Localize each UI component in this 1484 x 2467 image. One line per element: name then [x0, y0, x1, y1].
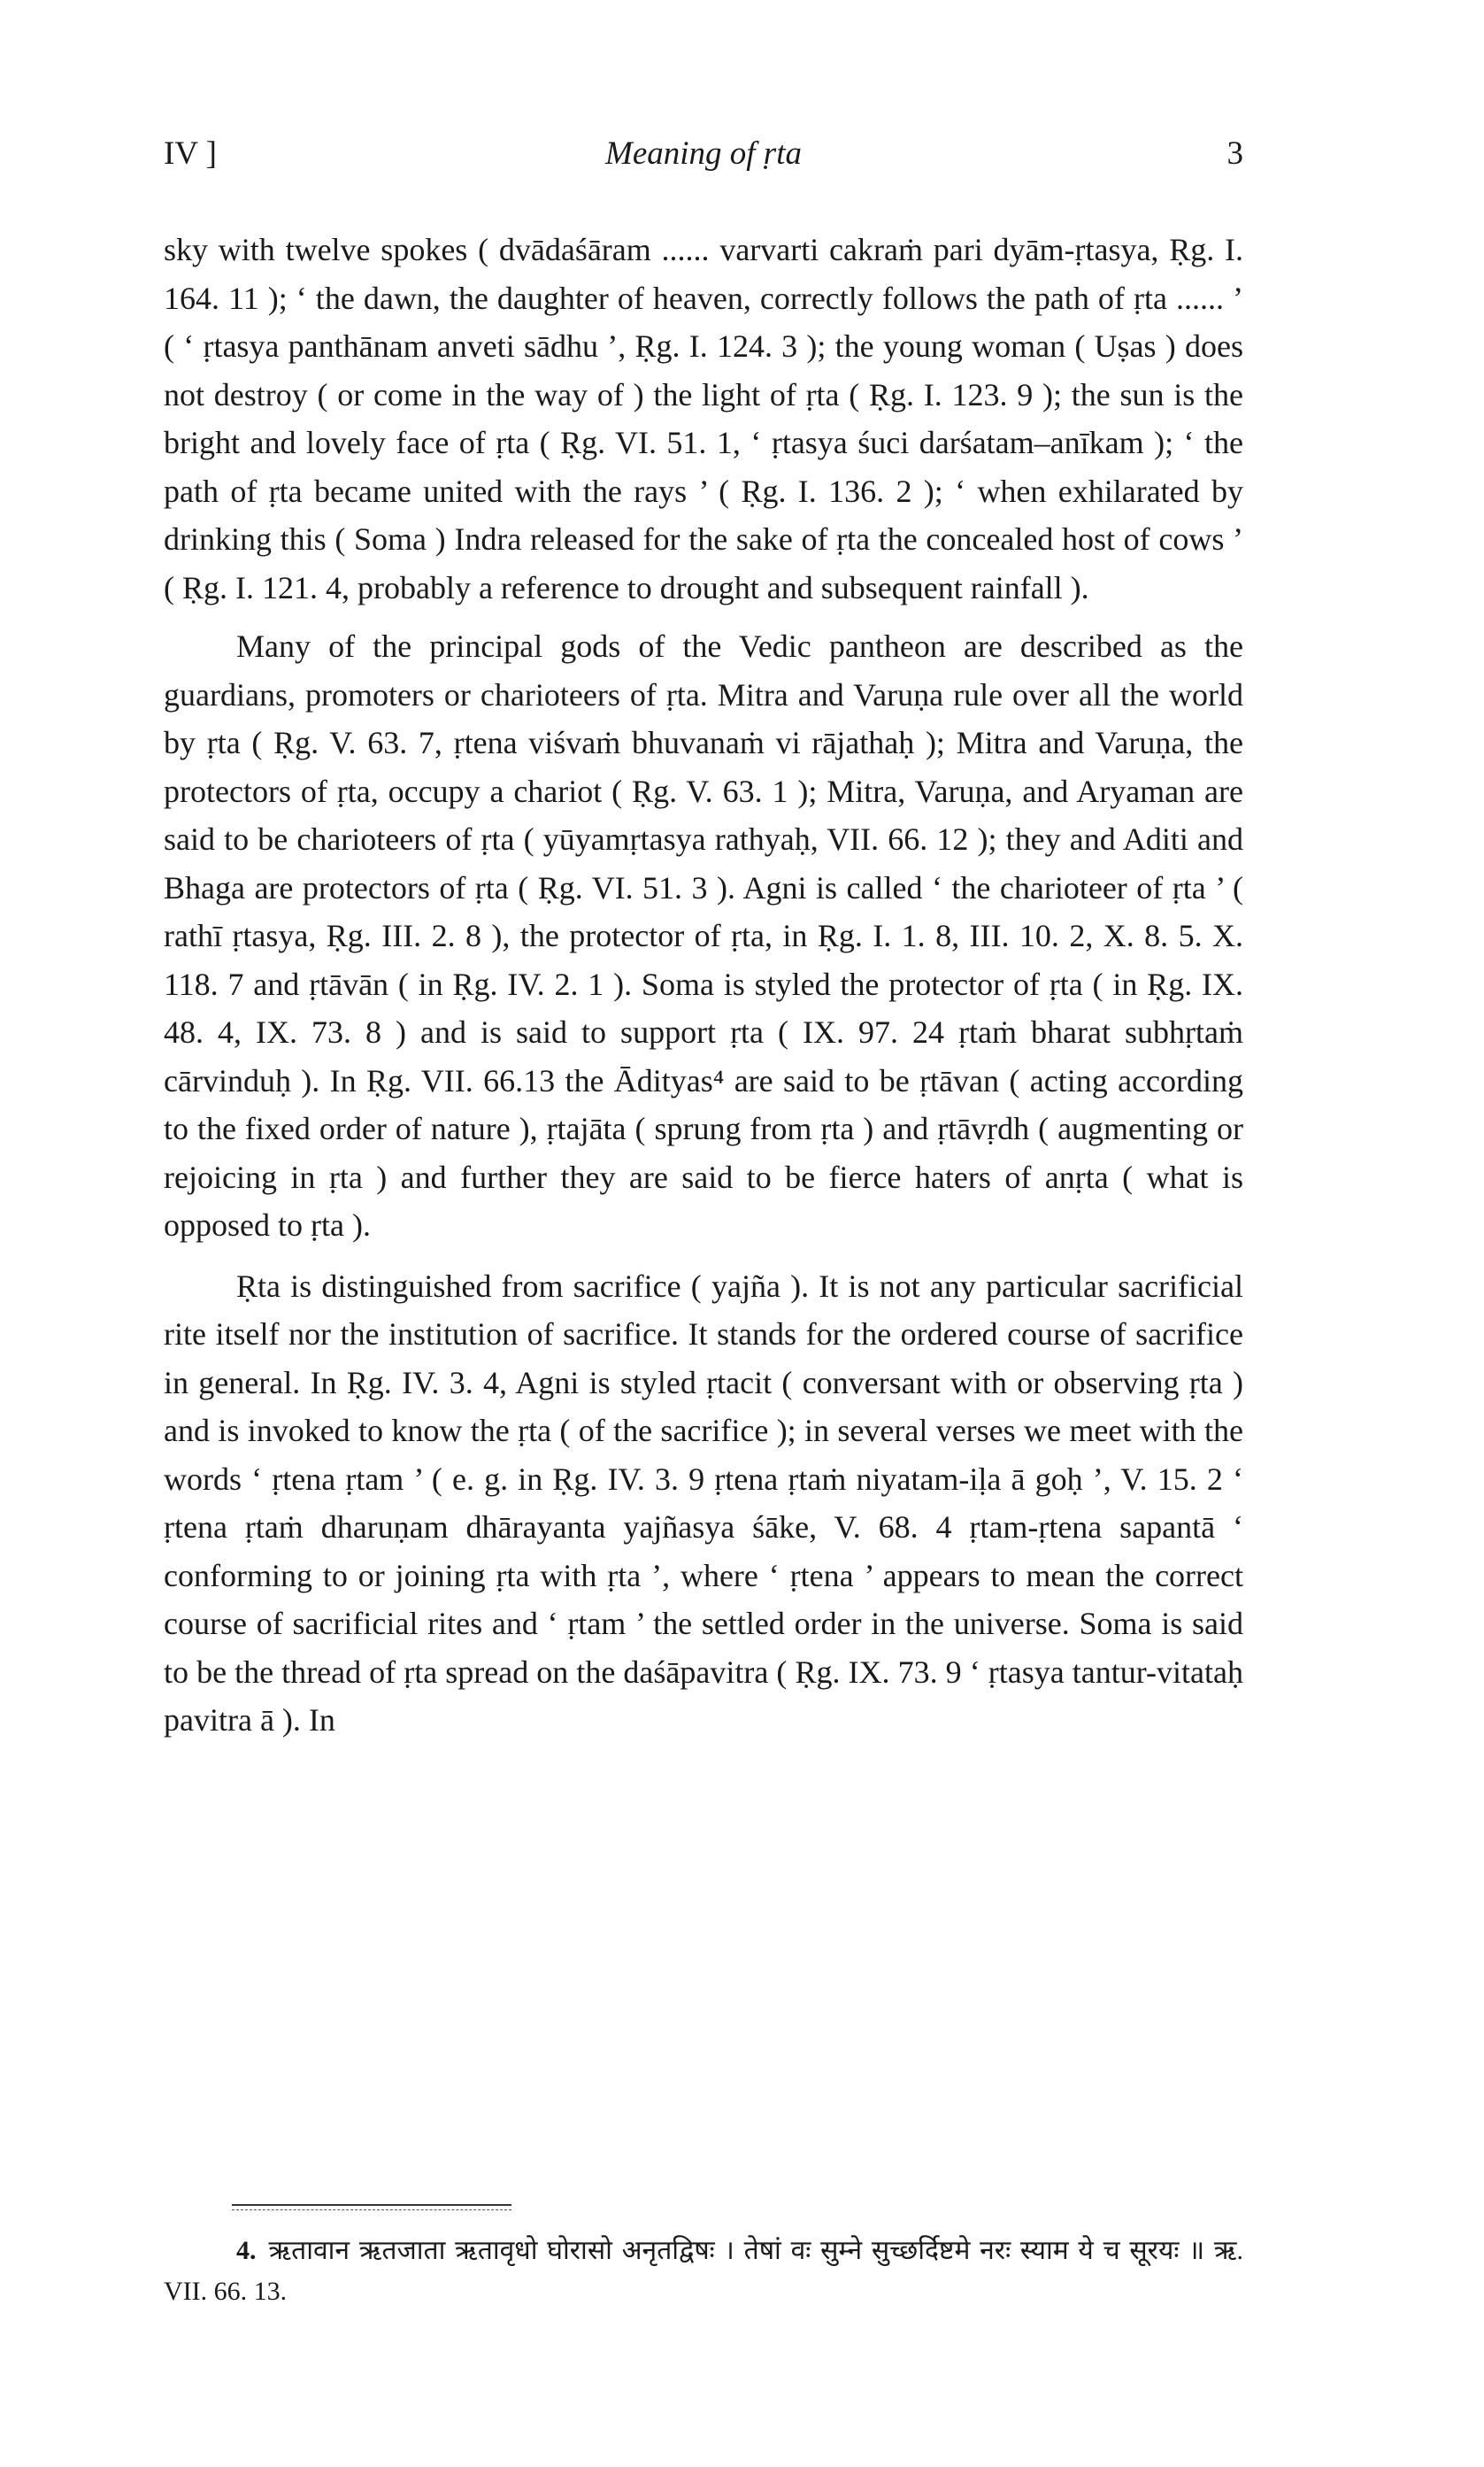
main-text: [164, 226, 1243, 1745]
footnote: [164, 2231, 1243, 2312]
paragraph-continued: sky with twelve spokes ( dvādaśāram ...... varvarti cakraṁ pari dyām-ṛtasya, Ṛg. I. 164. 11 ); ‘ the dawn, the daughter of heaven, correctly follows the path of ṛta ...... ’ ( ‘ ṛtasya panthānam anveti sādhu ’, Ṛg. I. 124. 3 ); the young woman ( Uṣas ) does not destroy ( or come in the way of ) the light of ṛta ( Ṛg. I. 123. 9 ); the sun is the bright and lovely face of ṛta ( Ṛg. VI. 51. 1, ‘ ṛtasya śuci darśatam–anīkam ); ‘ the path of ṛta became united with the rays ’ ( Ṛg. I. 136. 2 ); ‘ when exhilarated by drinking this ( Soma ) Indra released for the sake of ṛta the concealed host of cows ’ ( Ṛg. I. 121. 4, probably a reference to drought and subsequent rainfall ).: [164, 232, 1243, 605]
page-number: 3: [1226, 135, 1243, 172]
running-title: Meaning of ṛta: [605, 135, 802, 172]
paragraph-gods-guardians: Many of the principal gods of the Vedic pantheon are described as the guardians, promoters or charioteers of ṛta. Mitra and Varuṇa rule over all the world by ṛta ( Ṛg. V. 63. 7, ṛtena viśvaṁ bhuvanaṁ vi rājathaḥ ); Mitra and Varuṇa, the protectors of ṛta, occupy a chariot ( Ṛg. V. 63. 1 ); Mitra, Varuṇa, and Aryaman are said to be charioteers of ṛta ( yūyamṛtasya rathyaḥ, VII. 66. 12 ); they and Aditi and Bhaga are protectors of ṛta ( Ṛg. VI. 51. 3 ). Agni is called ‘ the charioteer of ṛta ’ ( rathī ṛtasya, Ṛg. III. 2. 8 ), the protector of ṛta, in Ṛg. I. 1. 8, III. 10. 2, X. 8. 5. X. 118. 7 and ṛtāvān ( in Ṛg. IV. 2. 1 ). Soma is styled the protector of ṛta ( in Ṛg. IX. 48. 4, IX. 73. 8 ) and is said to support ṛta ( IX. 97. 24 ṛtaṁ bharat subhṛtaṁ cārvinduḥ ). In Ṛg. VII. 66.13 the Ādityas⁴ are said to be ṛtāvan ( acting according to the fixed order of nature ), ṛtajāta ( sprung from ṛta ) and ṛtāvṛdh ( augmenting or rejoicing in ṛta ) and further they are said to be fierce haters of anṛta ( what is opposed to ṛta ).: [164, 628, 1243, 1243]
footnote-text: ऋतावान ऋतजाता ऋतावृधो घोरासो अनृतद्विषः । तेषां वः सुम्ने सुच्छर्दिष्टमे नरः स्याम ये च सूरयः ॥ ऋ. VII. 66. 13.: [164, 2236, 1243, 2306]
paragraph-rta-sacrifice: Ṛta is distinguished from sacrifice ( yajña ). It is not any particular sacrificial rite itself nor the institution of sacrifice. It stands for the ordered course of sacrifice in general. In Ṛg. IV. 3. 4, Agni is styled ṛtacit ( conversant with or observing ṛta ) and is invoked to know the ṛta ( of the sacrifice ); in several verses we meet with the words ‘ ṛtena ṛtam ’ ( e. g. in Ṛg. IV. 3. 9 ṛtena ṛtaṁ niyatam-iḷa ā goḥ ’, V. 15. 2 ‘ ṛtena ṛtaṁ dharuṇam dhārayanta yajñasya śāke, V. 68. 4 ṛtam-ṛtena sapantā ‘ conforming to or joining ṛta with ṛta ’, where ‘ ṛtena ’ appears to mean the correct course of sacrificial rites and ‘ ṛtam ’ the settled order in the universe. Soma is said to be the thread of ṛta spread on the daśāpavitra ( Ṛg. IX. 73. 9 ‘ ṛtasya tantur-vitataḥ pavitra ā ). In: [164, 1268, 1243, 1738]
footnote-number: 4.: [236, 2236, 257, 2265]
footnote-separator: [232, 2204, 511, 2206]
chapter-marker: IV ]: [164, 135, 217, 172]
running-header: [164, 135, 1243, 188]
footnote-separator-underline: [232, 2209, 511, 2210]
